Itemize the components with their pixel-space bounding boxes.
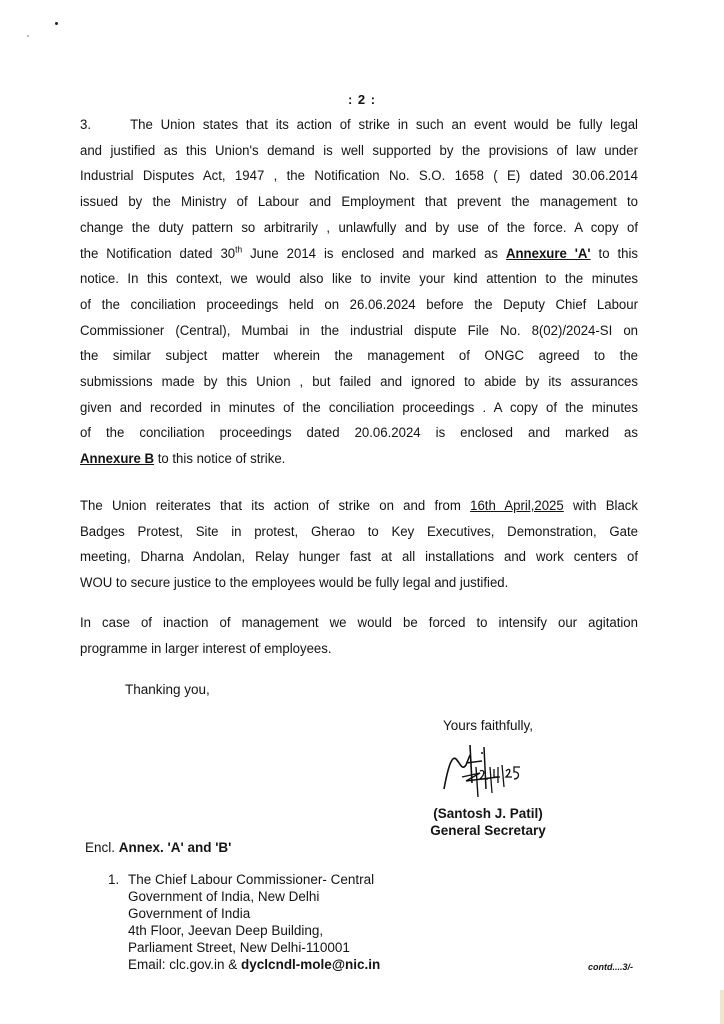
paragraph-3: 3. The Union states that its action of strike in such an event would be fully legal and justified as this Union's demand is well supported by the provisions of law under Industrial Disputes Act, 1947 , the Notification No. S.O. 1658 ( E) dated 30.06.2014 issued by the Ministry of Labour and Employment that prevent the management to change the duty pattern so arbitrarily , unlawfully and by use of the force. A copy of the Notification dated 30th June 2014 is enclosed and marked as Annexure 'A' to this notice. In this context, we would also like to invite your kind attention to the minutes of the conciliation proceedings held on 26.06.2024 before the Deputy Chief Labour Commissioner (Central), Mumbai in the industrial dispute File No. 8(02)/2024-SI on the similar subject matter wherein the management of ONGC agreed to the submissions made by this Union , but failed and ignored to abide by its assurances given and recorded in minutes of the conciliation proceedings . A copy of the minutes of the conciliation proceedings dated 20.06.2024 is enclosed and marked as Annexure B to this notice of strike. [80, 117, 639, 468]
scan-edge [720, 990, 724, 1024]
paragraph-inaction: In case of inaction of management we would be forced to intensify our agitation programme in larger interest of employees. [80, 615, 638, 657]
scan-speck [27, 35, 29, 37]
paragraph-number: 3. [80, 117, 92, 133]
annexure-b-reference: Annexure B [80, 451, 155, 468]
scan-speck [55, 22, 58, 25]
signatory-designation: General Secretary [430, 823, 546, 838]
signatory-name: (Santosh J. Patil) [433, 806, 543, 821]
paragraph-reiterate: The Union reiterates that its action of strike on and from 16th April,2025 with Black Badges Protest, Site in protest, Gherao to Key Executives, Demonstration, Gate meeting, Dharna Andolan, Relay hunger fast at all installations and work centers of WOU to secure justice to the employees would be fully legal and justified. [80, 498, 638, 592]
signature-icon [436, 737, 546, 803]
enclosure-note: Encl. Annex. 'A' and 'B' [85, 840, 232, 855]
recipient-number: 1. [108, 872, 120, 887]
page-number: : 2 : [347, 92, 377, 107]
signature-block [418, 718, 558, 839]
copy-to-recipient: 1. The Chief Labour Commissioner- Central Government of India, New Delhi Government of India 4th Floor, Jeevan Deep Building, Parliament Street, New Delhi-110001 Email: clc.gov.in & dyclcndl-mole@nic.in [108, 872, 381, 972]
annexure-a-reference: Annexure 'A' [505, 245, 591, 262]
continued-note: contd....3/- [588, 962, 633, 972]
thanking-you: Thanking you, [125, 682, 210, 697]
email-address: dyclcndl-mole@nic.in [241, 957, 381, 972]
yours-faithfully: Yours faithfully, [442, 718, 534, 733]
strike-date: 16th April,2025 [470, 498, 564, 514]
